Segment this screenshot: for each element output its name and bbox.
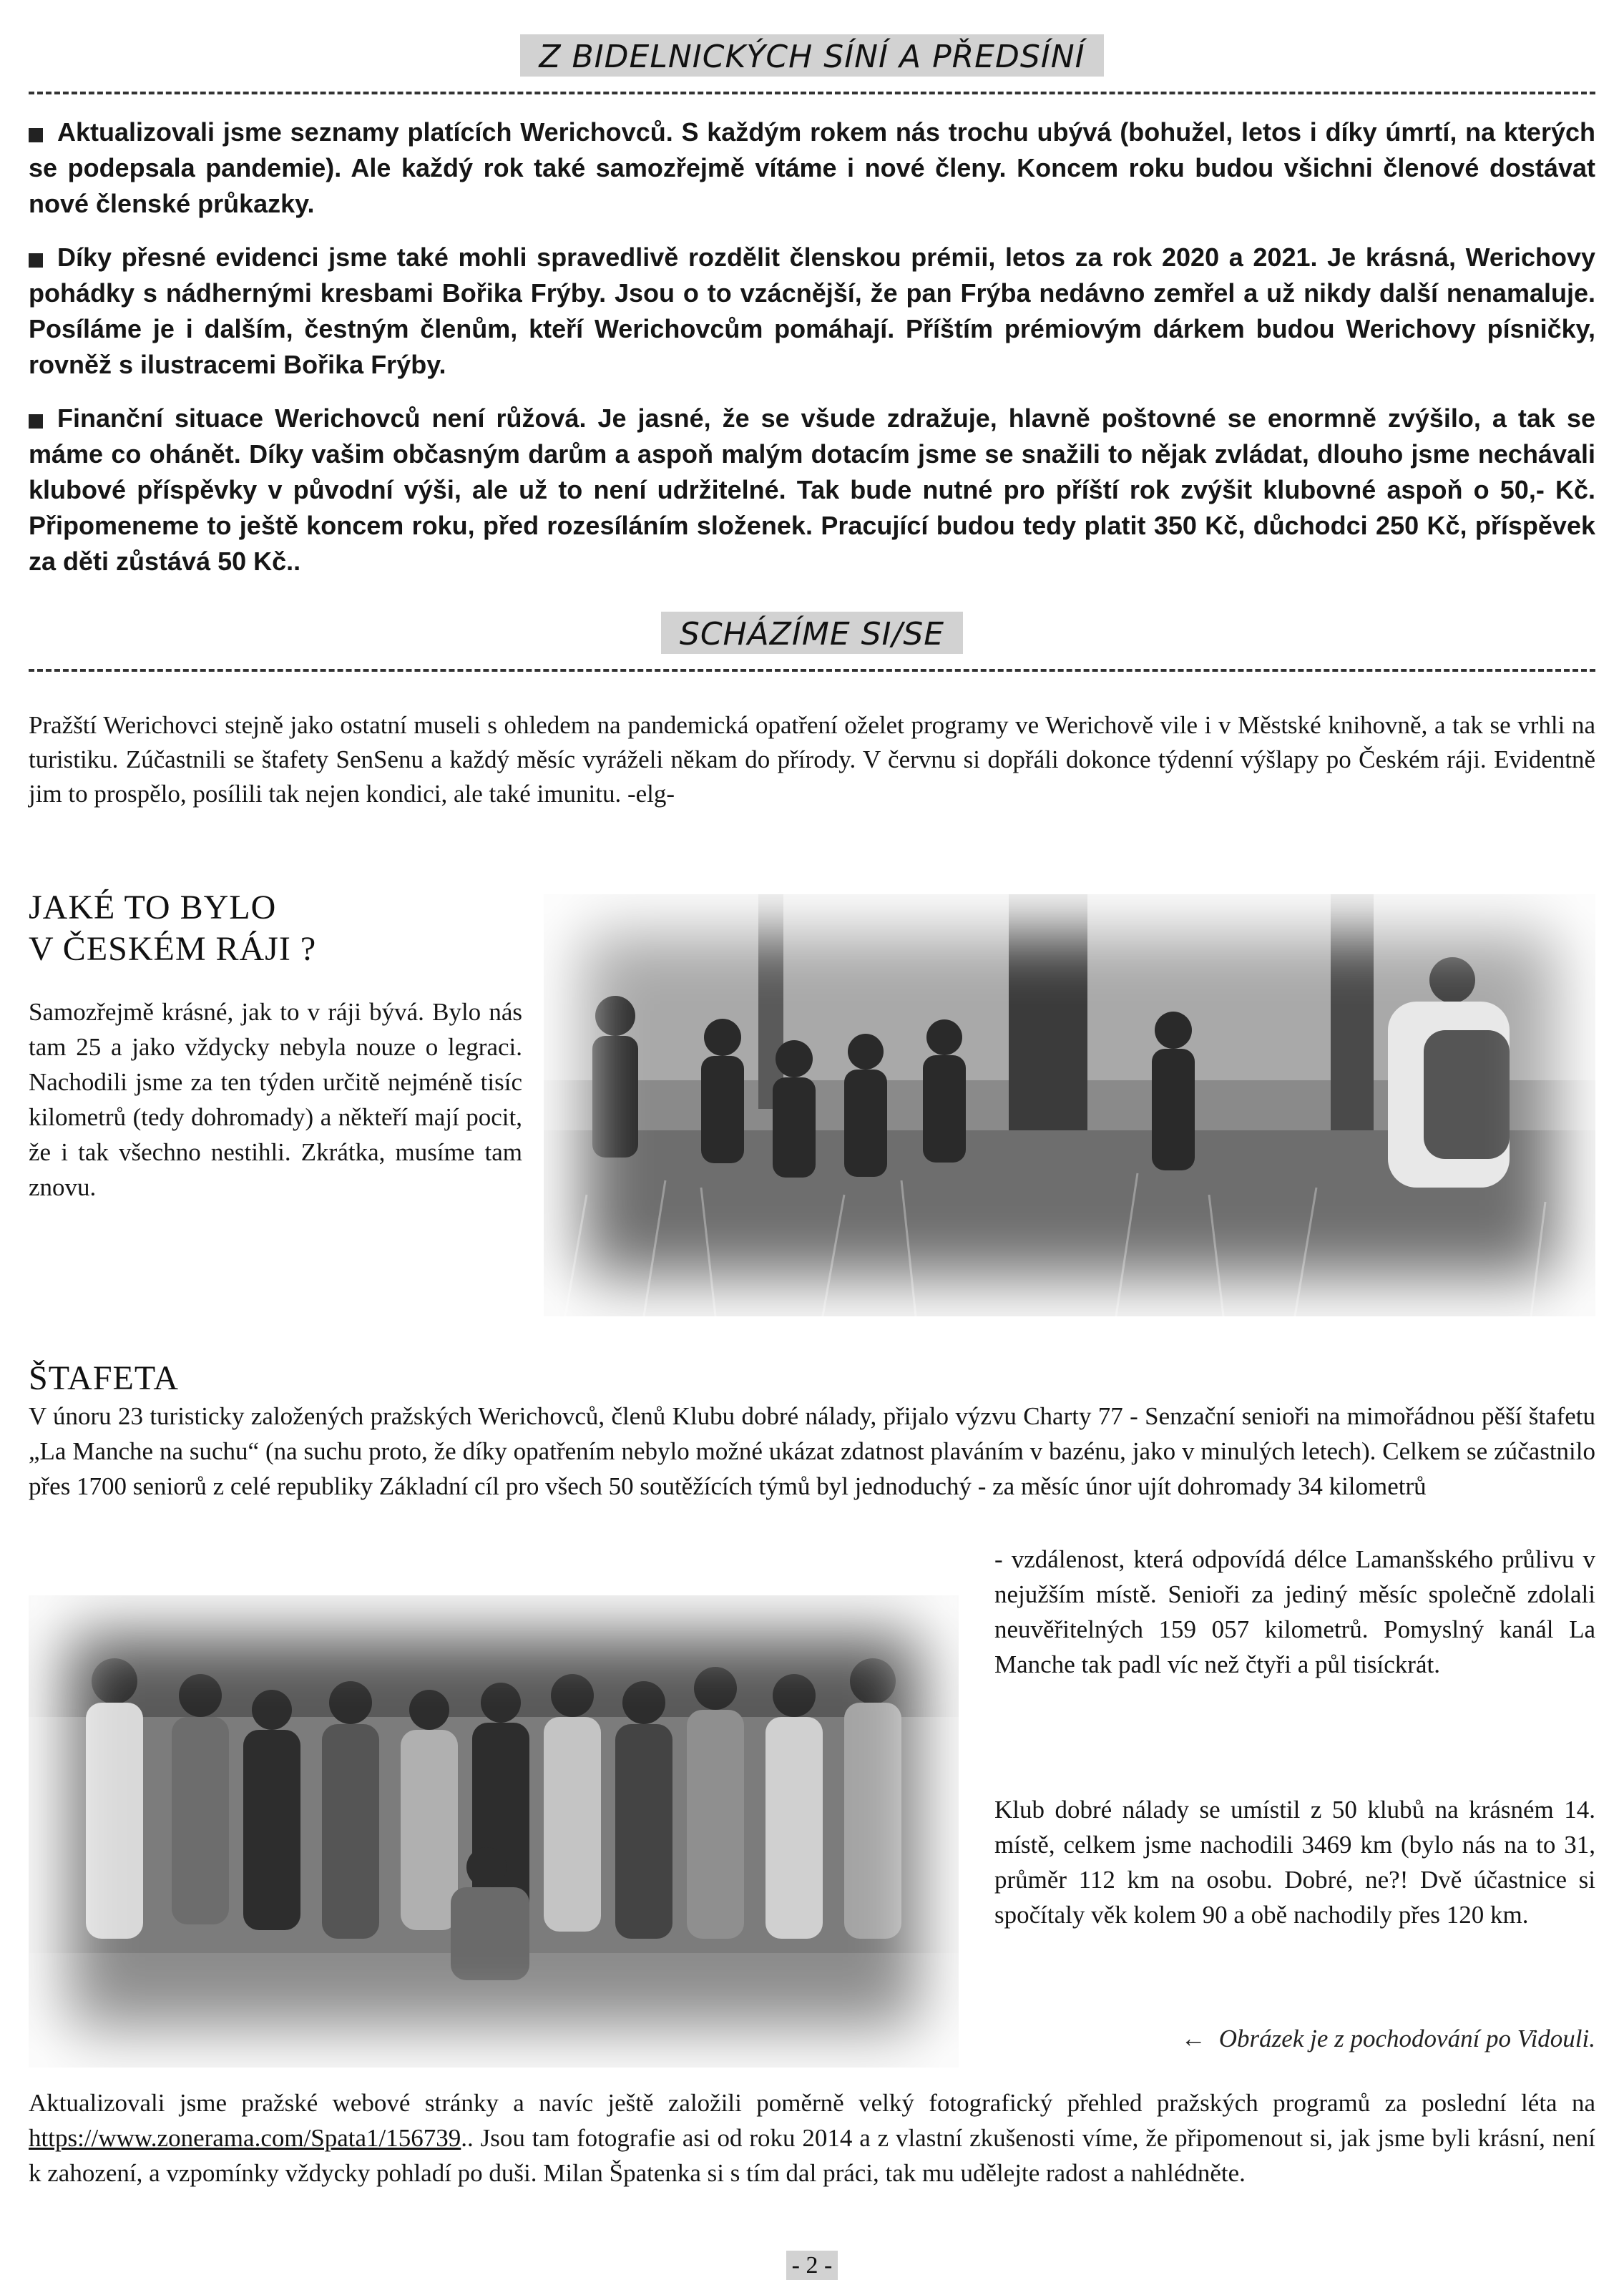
section-heading-news xyxy=(29,34,1595,77)
news-item: Díky přesné evidenci jsme také mohli spravedlivě rozdělit členskou prémii, letos za rok 2020 a 2021. Je krásná, Werichovy pohádky s nádhernými kresbami Bořika Frýby. Jsou o to vzácnější, že pan Frýba nedávno zemřel a už nikdy další nenamaluje. Posíláme je i dalším, čestným členům, kteří Werichovcům pomáhají. Příštím prémiovým dárkem budou Werichovy písničky, rovněž s ilustracemi Bořika Frýby. xyxy=(29,243,1595,379)
dashed-divider xyxy=(29,669,1595,672)
arrow-left-icon: ← xyxy=(1180,2025,1206,2052)
bullet-square-icon xyxy=(29,414,43,429)
news-item: Aktualizovali jsme seznamy platících Werichovců. S každým rokem nás trochu ubývá (bohužel, letos i díky úmrtí, na kterých se podepsala pandemie). Ale každý rok také samozřejmě vítáme i nové členy. Koncem roku budou všichni členové dostávat nové členské průkazky. xyxy=(29,117,1595,218)
section-heading-meet-text: SCHÁZÍME SI/SE xyxy=(661,612,963,654)
zonerama-link[interactable]: https://www.zonerama.com/Spata1/156739 xyxy=(29,2124,461,2152)
article-title-stafeta: ŠTAFETA xyxy=(29,1359,179,1397)
photo-caption: ← Obrázek je z pochodování po Vidouli. xyxy=(1180,2025,1595,2052)
article-body-stafeta: V únoru 23 turisticky založených pražských Werichovců, členů Klubu dobré nálady, přijalo výzvu Charty 77 - Senzační senioři na mimořádnou pěší štafetu „La Manche na suchu“ (na suchu proto, že díky opatřením nebylo možné ukázat zdatnost plaváním v bazénu, jako v minulých letech). Celkem se zúčastnilo přes 1700 seniorů z celé republiky Základní cíl pro všech 50 soutěžících týmů byl jednoduchý - za měsíc únor ujít dohromady 34 kilometrů xyxy=(29,1402,1595,1500)
group-photo-forest xyxy=(544,894,1595,1316)
article-title-cesky-raj: JAKÉ TO BYLO V ČESKÉM RÁJI ? xyxy=(29,889,317,968)
article-body-cesky-raj: Samozřejmě krásné, jak to v ráji bývá. Bylo nás tam 25 a jako vždycky nebyla nouze o legraci. Nachodili jsme za ten týden určitě nejméně tisíc kilometrů (tedy dohromady) a někteří mají pocit, že i tak všechno nestihli. Zkrátka, musíme tam znovu. xyxy=(29,998,522,1201)
article-body-stafeta-results: Klub dobré nálady se umístil z 50 klubů na krásném 14. místě, celkem jsme nachodili 3469 km (bylo nás na to 31, průměr 112 km na osobu. Dobré, ne?! Dvě účastnice si spočítaly věk kolem 90 a obě nachodily přes 120 km. xyxy=(994,1796,1595,1929)
bullet-square-icon xyxy=(29,253,43,268)
section-heading-news-text: Z BIDELNICKÝCH SÍNÍ A PŘEDSÍNÍ xyxy=(520,34,1103,77)
group-photo-vidoule xyxy=(29,1595,959,2068)
article-body-stafeta-column: - vzdálenost, která odpovídá délce Lamanšského průlivu v nejužším místě. Senioři za jediný měsíc společně zdolali neuvěřitelných 159 057 kilometrů. Pomyslný kanál La Manche tak padl víc než čtyři a půl tisíckrát. xyxy=(994,1545,1595,1678)
page-number: - 2 - xyxy=(0,2252,1624,2279)
news-item: Finanční situace Werichovců není růžová. Je jasné, že se všude zdražuje, hlavně poštovné se enormně zvýšilo, a tak se máme co ohánět. Díky vašim občasným darům a aspoň malým dotacím jsme se snažili to nějak zvládat, dlouho jsme nechávali klubové příspěvky v původní výši, ale už to není udržitelné. Tak bude nutné pro příští rok zvýšit klubovné aspoň o 50,- Kč. Připomeneme to ještě koncem roku, před rozesíláním složenek. Pracující budou tedy platit 350 Kč, důchodci 250 Kč, příspěvek za děti zůstává 50 Kč.. xyxy=(29,403,1595,576)
dashed-divider xyxy=(29,92,1595,94)
intro-paragraph: Pražští Werichovci stejně jako ostatní museli s ohledem na pandemická opatření oželet programy ve Werichově vile i v Městské knihovně, a tak se vrhli na turistiku. Zúčastnili se štafety SenSenu a každý měsíc vyráželi někam do přírody. V červnu si dopřáli dokonce týdenní výšlapy po Českém ráji. Evidentně jim to prospělo, posílili tak nejen kondici, ale také imunitu. -elg- xyxy=(29,711,1595,808)
section-heading-meet xyxy=(29,612,1595,654)
bullet-square-icon xyxy=(29,128,43,142)
closing-paragraph: Aktualizovali jsme pražské webové stránky a navíc ještě založili poměrně velký fotografický přehled pražských programů za poslední léta na https://www.zonerama.com/Spata1/156739.. Jsou tam fotografie asi od roku 2014 a z vlastní zkušenosti víme, že připomenout si, jak jsme byli krásní, není k zahození, a vzpomínky vždycky pohladí po duši. Milan Špatenka si s tím dal práci, tak mu udělejte radost a nahlédněte. xyxy=(29,2089,1595,2187)
